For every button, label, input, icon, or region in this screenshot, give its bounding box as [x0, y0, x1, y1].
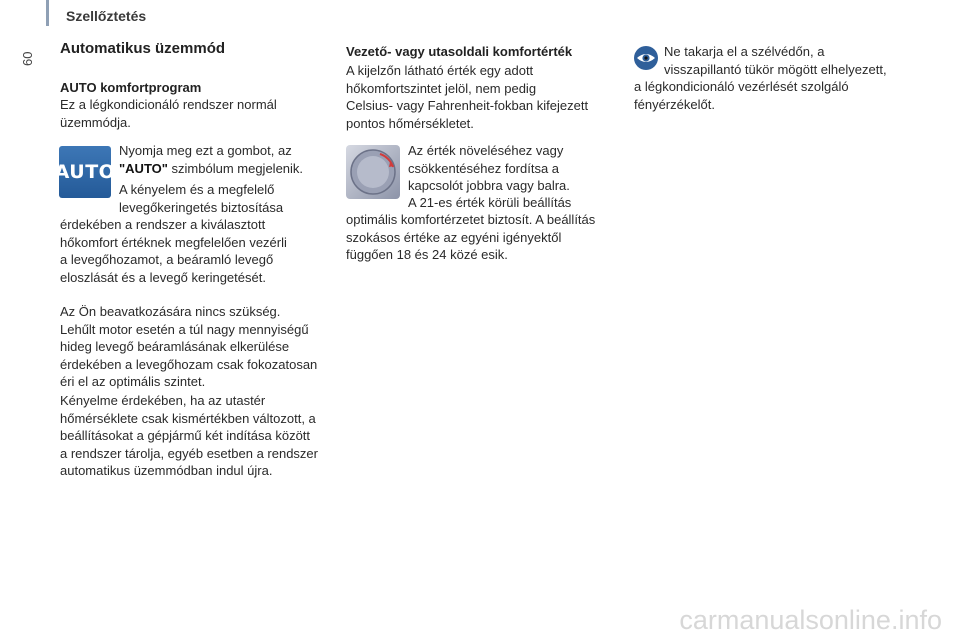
page-title: Automatikus üzemmód — [60, 40, 226, 57]
comfort-text-indented: A kényelem és a megfelelő levegőkeringetés biztosítása — [119, 182, 284, 215]
press-instruction: Nyomja meg ezt a gombot, az "AUTO" szimbólum megjelenik. — [119, 143, 304, 176]
comfort-value-heading: Vezető- vagy utasoldali komfortérték — [346, 44, 573, 59]
side-accent-bar — [46, 0, 49, 26]
eye-icon — [634, 46, 658, 70]
comfort-value-intro: A kijelzőn látható érték egy adott hőkomfortszintet jelöl, nem pedig Celsius- vagy Fahrenheit-fokban kifejezett pontos hőmérsékletet. — [346, 63, 589, 131]
subtitle-auto-program: AUTO komfortprogram — [60, 80, 202, 95]
sensor-note-full: a légkondicionáló vezérlését szolgáló fényérzékelőt. — [634, 79, 849, 112]
memory-paragraph: Kényelme érdekében, ha az utastér hőmérséklete csak kismértékben változott, a beállításokat a gépjármű két indítása között a rendszer tárolja, egyéb esetben a rendszer automatikus üzemmódban indul újra. — [60, 393, 318, 478]
section-title: Szellőztetés — [66, 8, 147, 24]
temperature-knob-icon — [346, 145, 400, 199]
page-number: 60 — [20, 51, 35, 66]
optimal-value-line1: A 21-es érték körüli beállítás — [408, 195, 572, 210]
knob-instruction: Az érték növeléséhez vagy csökkentéséhez fordítsa a kapcsolót jobbra vagy balra. — [408, 143, 570, 193]
optimal-value-text: optimális komfortérzetet biztosít. A beállítás szokásos értéke az egyéni igényektől függően 18 és 24 közé esik. — [346, 212, 596, 262]
sensor-note-indented: Ne takarja el a szélvédőn, a visszapillantó tükör mögött elhelyezett, — [664, 44, 887, 77]
watermark: carmanualsonline.info — [679, 605, 942, 635]
comfort-text-full: érdekében a rendszer a kiválasztott hőkomfort értéknek megfelelően vezérli a levegőhozamot, a beáramló levegő eloszlását és a levegő keringetését. — [60, 217, 287, 285]
auto-button-icon: AUTO — [59, 146, 111, 198]
auto-mode-paragraph: Az Ön beavatkozására nincs szükség. Lehűlt motor esetén a túl nagy mennyiségű hideg levegő beáramlásának elkerülése érdekében a levegőhozam csak fokozatosan éri el az optimális szintet. — [60, 304, 318, 389]
intro-text: Ez a légkondicionáló rendszer normál üzemmódja. — [60, 97, 277, 130]
